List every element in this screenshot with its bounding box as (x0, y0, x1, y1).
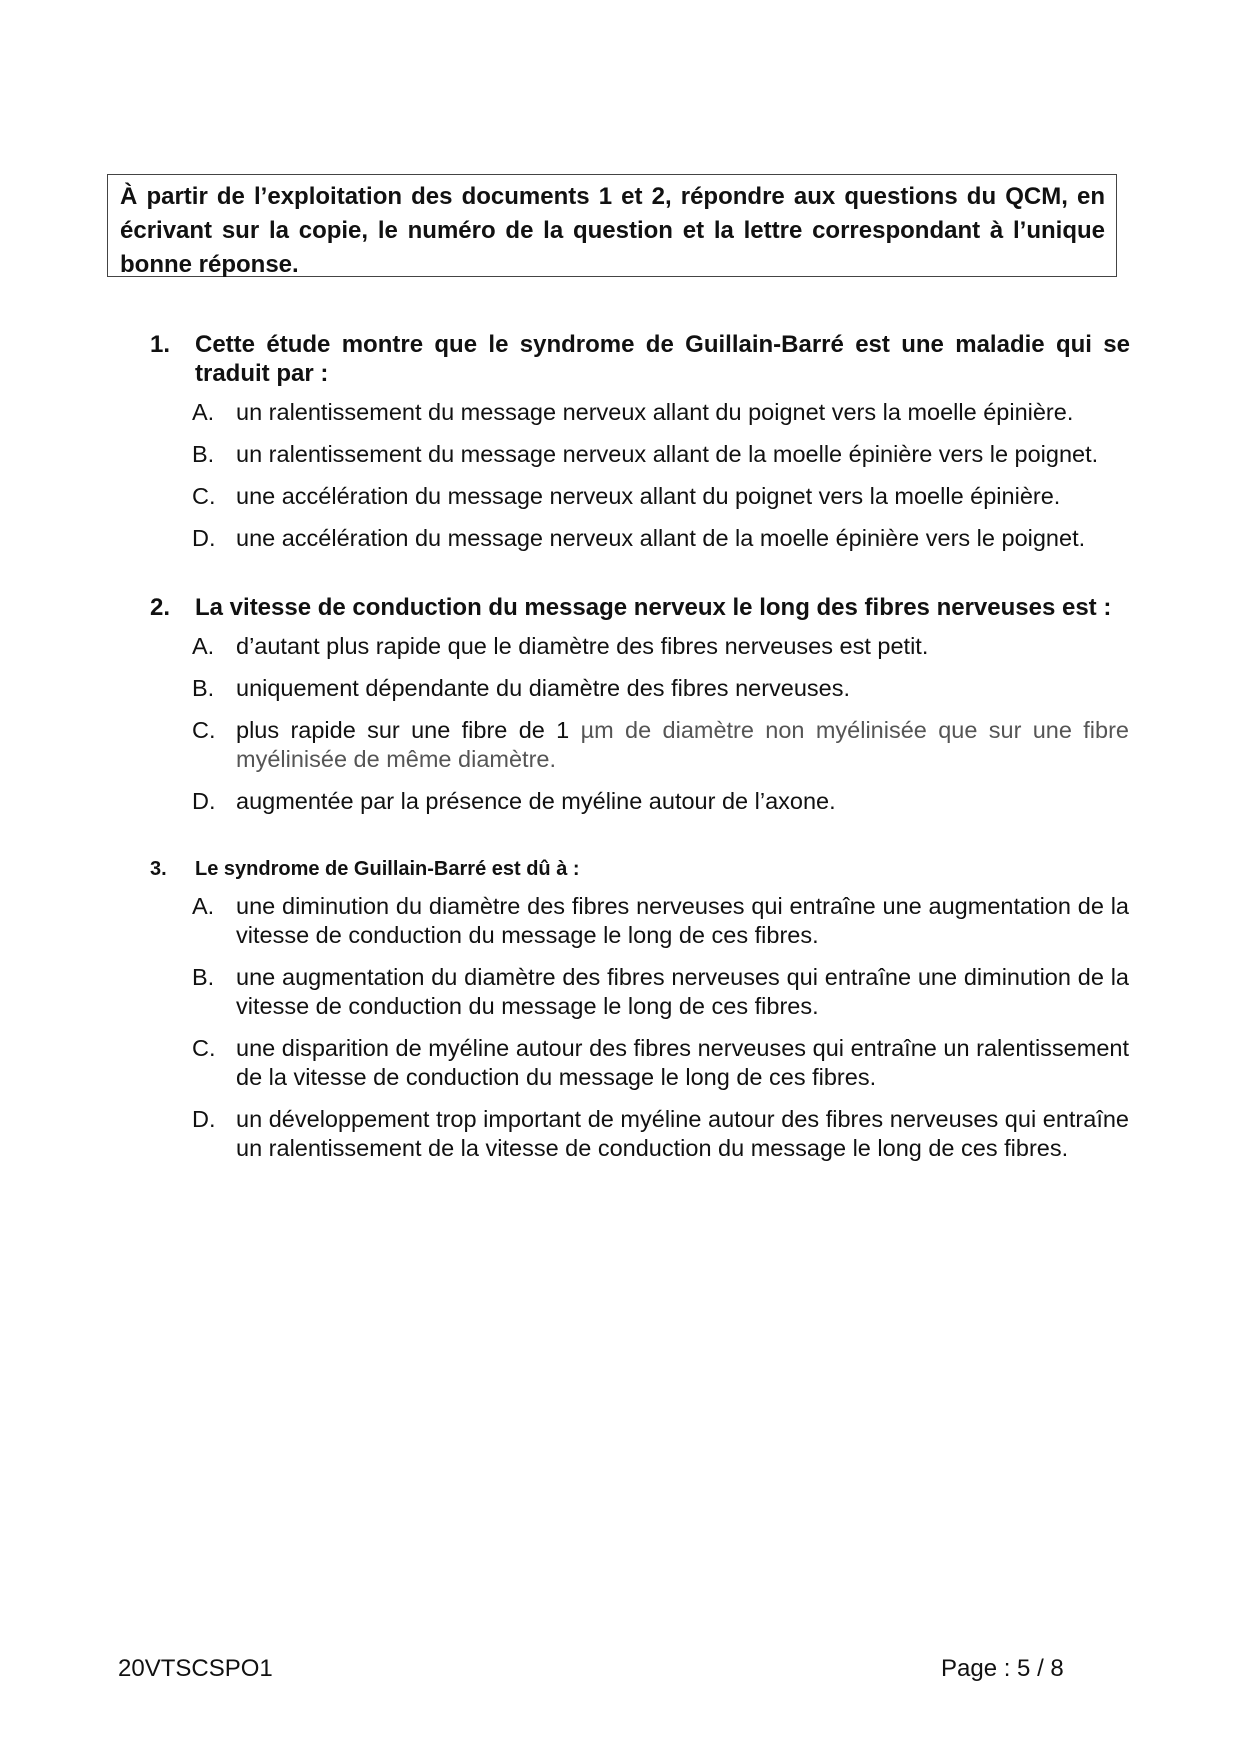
question-number: 3. (150, 858, 167, 880)
question-list (150, 330, 1130, 1176)
answer-option-a (150, 632, 1130, 661)
question-1 (150, 330, 1130, 553)
option-text: uniquement dépendante du diamètre des fibres nerveuses. (236, 675, 851, 701)
instruction-text: À partir de l’exploitation des documents 1 et 2, répondre aux questions du QCM, en écrivant sur la copie, le numéro de la question et la lettre correspondant à l’unique bonne réponse. (120, 183, 1105, 278)
option-text: un ralentissement du message nerveux allant du poignet vers la moelle épinière. (236, 399, 1074, 425)
option-text-main: plus rapide sur une fibre de 1 (236, 717, 570, 743)
instruction-box (107, 174, 1117, 277)
option-text: une diminution du diamètre des fibres nerveuses qui entraîne une augmentation de la vitesse de conduction du message le long de ces fibres. (236, 893, 1129, 948)
option-text: un développement trop important de myéline autour des fibres nerveuses qui entraîne un ralentissement de la vitesse de conduction du message le long de ces fibres. (236, 1106, 1129, 1161)
option-text: augmentée par la présence de myéline autour de l’axone. (236, 788, 836, 814)
answer-option-b (150, 963, 1130, 1021)
question-text: Le syndrome de Guillain-Barré est dû à : (195, 858, 580, 880)
option-text: d’autant plus rapide que le diamètre des fibres nerveuses est petit. (236, 633, 929, 659)
answer-option-a (150, 892, 1130, 950)
option-letter: D. (192, 525, 216, 551)
option-letter: D. (192, 1106, 216, 1132)
option-letter: C. (192, 717, 216, 743)
answer-option-b (150, 440, 1130, 469)
answer-option-d (150, 524, 1130, 553)
question-heading (150, 856, 1130, 882)
footer-page-number: Page : 5 / 8 (941, 1655, 1064, 1682)
option-text-grey: µm de diamètre non myélinisée que sur une fibre myélinisée de même diamètre. (236, 717, 1129, 772)
answer-option-c (150, 482, 1130, 511)
option-letter: A. (192, 893, 215, 919)
question-heading (150, 593, 1130, 622)
answer-option-d (150, 787, 1130, 816)
option-text (236, 716, 1129, 774)
option-text: une accélération du message nerveux allant du poignet vers la moelle épinière. (236, 483, 1061, 509)
answer-options (150, 892, 1130, 1163)
option-letter: B. (192, 441, 215, 467)
question-3 (150, 856, 1130, 1163)
question-2 (150, 593, 1130, 816)
question-number: 1. (150, 331, 171, 358)
option-letter: A. (192, 399, 215, 425)
option-letter: B. (192, 964, 215, 990)
option-text: une accélération du message nerveux allant de la moelle épinière vers le poignet. (236, 525, 1086, 551)
answer-options (150, 398, 1130, 553)
option-letter: C. (192, 1035, 216, 1061)
option-letter: D. (192, 788, 216, 814)
question-text: Cette étude montre que le syndrome de Guillain-Barré est une maladie qui se traduit par : (195, 331, 1130, 387)
option-text: une disparition de myéline autour des fibres nerveuses qui entraîne un ralentissement de la vitesse de conduction du message le long de ces fibres. (236, 1035, 1129, 1090)
option-letter: B. (192, 675, 215, 701)
answer-option-c (150, 1034, 1130, 1092)
option-letter: C. (192, 483, 216, 509)
answer-options (150, 632, 1130, 816)
option-text: une augmentation du diamètre des fibres nerveuses qui entraîne une diminution de la vitesse de conduction du message le long de ces fibres. (236, 964, 1129, 1019)
answer-option-b (150, 674, 1130, 703)
option-letter: A. (192, 633, 215, 659)
option-text: un ralentissement du message nerveux allant de la moelle épinière vers le poignet. (236, 441, 1099, 467)
answer-option-d (150, 1105, 1130, 1163)
footer-exam-code: 20VTSCSPO1 (118, 1655, 273, 1682)
question-text: La vitesse de conduction du message nerveux le long des fibres nerveuses est : (195, 594, 1112, 621)
question-number: 2. (150, 594, 171, 621)
answer-option-a (150, 398, 1130, 427)
question-heading (150, 330, 1130, 388)
answer-option-c (150, 716, 1130, 774)
